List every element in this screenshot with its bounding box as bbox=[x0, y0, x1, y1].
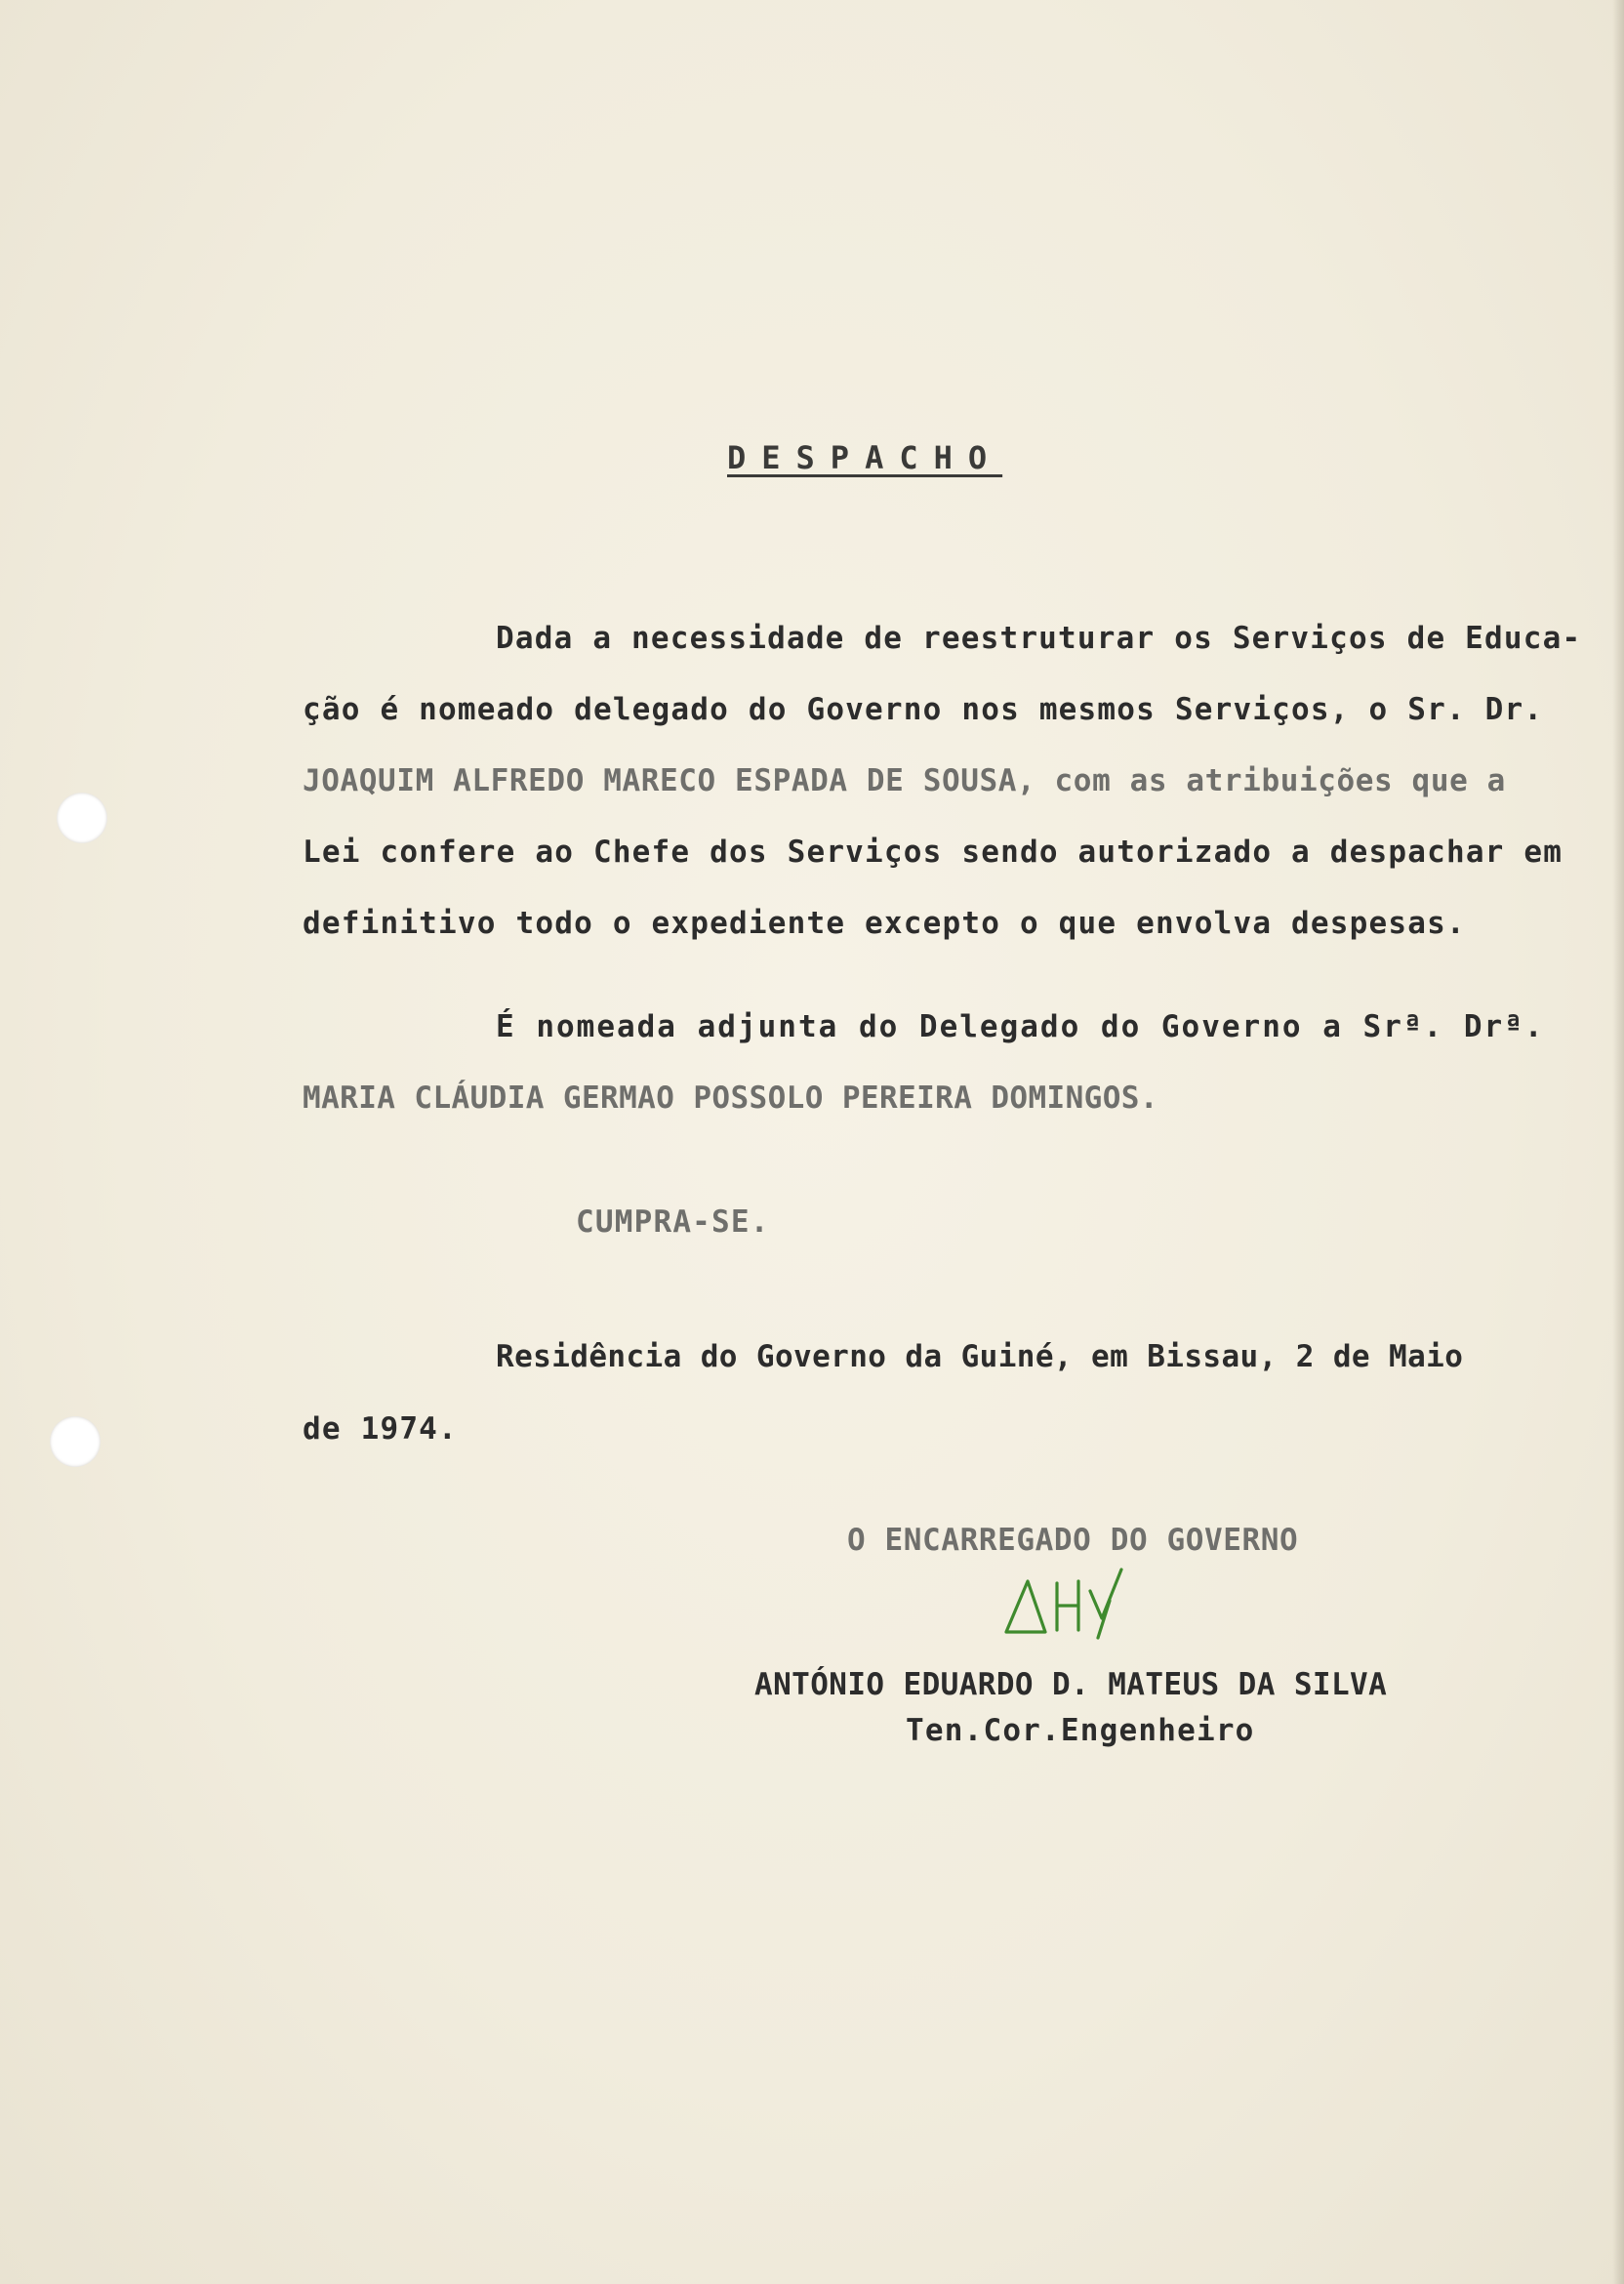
punch-hole-bottom bbox=[50, 1416, 101, 1467]
page-edge-shadow bbox=[1612, 0, 1624, 2284]
handwritten-signature bbox=[1000, 1562, 1147, 1640]
signatory-rank: Ten.Cor.Engenheiro bbox=[906, 1713, 1255, 1748]
document-title: DESPACHO bbox=[727, 439, 1003, 476]
paragraph1-line5: definitivo todo o expediente excepto o que envolva despesas. bbox=[303, 906, 1466, 941]
paragraph1-line1: Dada a necessidade de reestruturar os Serviços de Educa- bbox=[496, 621, 1582, 656]
signatory-name: ANTÓNIO EDUARDO D. MATEUS DA SILVA bbox=[754, 1667, 1388, 1702]
punch-hole-top bbox=[57, 793, 107, 843]
place-date-line2: de 1974. bbox=[303, 1411, 458, 1447]
paragraph2-line1: É nomeada adjunta do Delegado do Governo a Srª. Drª. bbox=[496, 1009, 1545, 1044]
place-date-line1: Residência do Governo da Guiné, em Bissau, 2 de Maio bbox=[496, 1339, 1464, 1374]
order-text: CUMPRA-SE. bbox=[576, 1204, 770, 1240]
paragraph1-line4: Lei confere ao Chefe dos Serviços sendo autorizado a despachar em bbox=[303, 835, 1563, 870]
paragraph1-line3: JOAQUIM ALFREDO MARECO ESPADA DE SOUSA, com as atribuições que a bbox=[303, 763, 1506, 798]
paragraph2-line2: MARIA CLÁUDIA GERMAO POSSOLO PEREIRA DOMINGOS. bbox=[303, 1081, 1158, 1116]
signatory-title: O ENCARREGADO DO GOVERNO bbox=[847, 1523, 1299, 1558]
paragraph1-line2: ção é nomeado delegado do Governo nos mesmos Serviços, o Sr. Dr. bbox=[303, 692, 1544, 727]
